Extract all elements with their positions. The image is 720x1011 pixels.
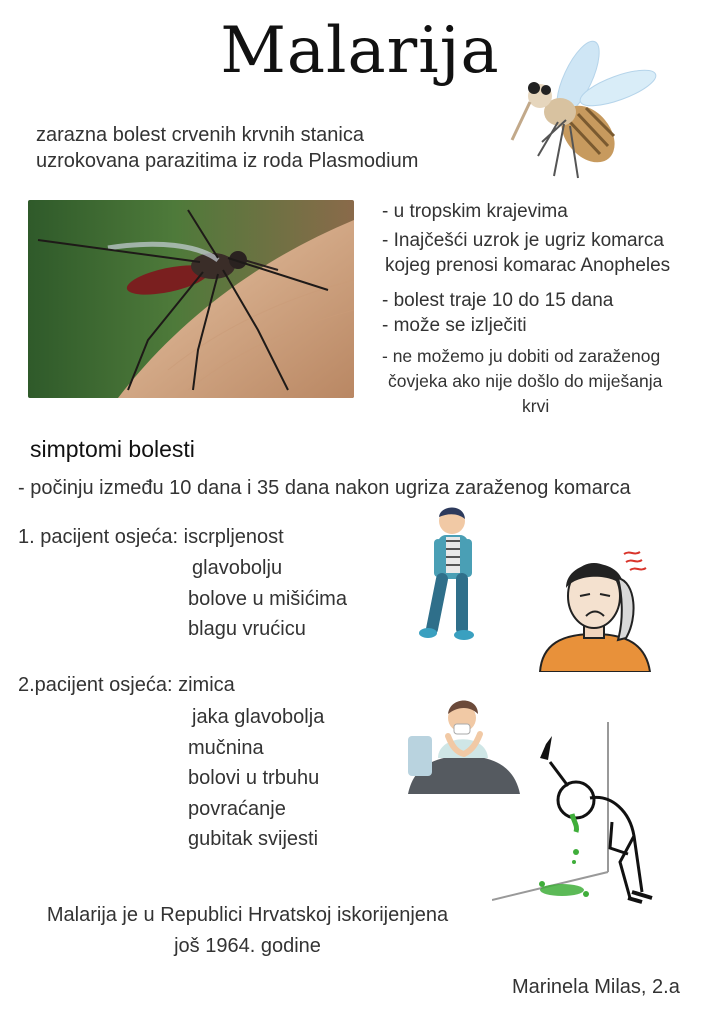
mosquito-illustration-icon — [508, 36, 663, 186]
fact-line: - bolest traje 10 do 15 dana — [382, 290, 614, 311]
list-item: povraćanje — [188, 797, 286, 820]
list-item: bolovi u trbuhu — [188, 767, 320, 789]
footer-note — [0, 900, 495, 962]
footer-line-2: još 1964. godine — [174, 935, 321, 957]
intro-line-2: uzrokovana parazitima iz roda Plasmodium — [36, 150, 419, 172]
fact-line: čovjeka ako nije došlo do miješanja — [388, 371, 663, 391]
intro-text — [36, 122, 418, 174]
page-title: Malarija — [220, 14, 500, 88]
fact-line: - ne možemo ju dobiti od zaraženog — [382, 346, 661, 366]
fact-line: - Inajčešći uzrok je ugriz komarca — [382, 230, 664, 251]
list-item: bolove u mišićima — [188, 587, 347, 610]
symptoms-onset: - počinju između 10 dana i 35 dana nakon ugriza zaraženog komarca — [18, 477, 631, 499]
fact-line: kojeg prenosi komarac Anopheles — [385, 255, 671, 276]
fact-line: krvi — [522, 396, 550, 416]
footer-line-1: Malarija je u Republici Hrvatskoj iskorijenjena — [46, 904, 449, 926]
vomiting-person-icon — [492, 722, 662, 908]
intro-line-1: zarazna bolest crvenih krvnih stanica — [36, 124, 364, 146]
list-item: mučnina — [188, 736, 264, 759]
mosquito-photo — [28, 200, 354, 398]
list-item: blagu vrućicu — [188, 618, 306, 640]
fact-line: - može se izlječiti — [382, 315, 527, 336]
author-credit: Marinela Milas, 2.a — [512, 976, 680, 998]
stage-2-items — [188, 702, 324, 855]
fact-line: - u tropskim krajevima — [382, 201, 568, 222]
facts-list — [380, 199, 715, 419]
tired-person-icon — [418, 505, 480, 645]
stage-2-label: 2.pacijent osjeća: zimica — [18, 674, 235, 696]
symptoms-heading: simptomi bolesti — [30, 436, 195, 462]
list-item: glavobolju — [192, 557, 283, 579]
headache-person-icon — [538, 548, 656, 672]
list-item: jaka glavobolja — [192, 706, 325, 728]
list-item: gubitak svijesti — [188, 828, 319, 850]
stage-1-label: 1. pacijent osjeća: iscrpljenost — [18, 526, 284, 548]
stage-1-items — [188, 553, 347, 645]
